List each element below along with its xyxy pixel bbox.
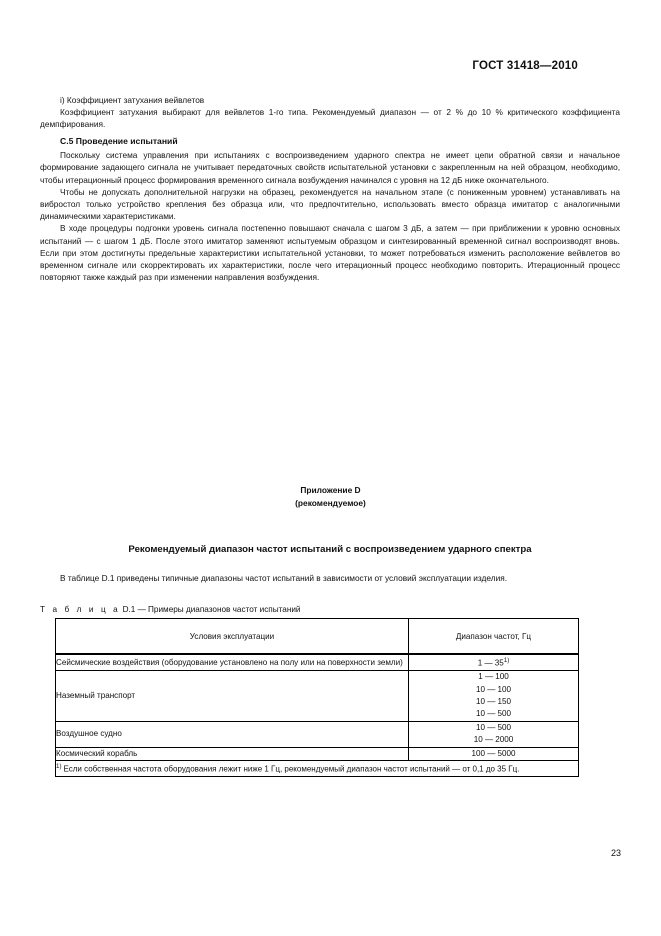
cell-condition: Воздушное судно	[56, 721, 409, 747]
cell-condition: Сейсмические воздействия (оборудование установлено на полу или на поверхности земли)	[56, 654, 409, 671]
cell-condition: Наземный транспорт	[56, 671, 409, 722]
table-body	[56, 654, 579, 777]
main-text-column	[40, 94, 620, 283]
annex-intro-paragraph: В таблице D.1 приведены типичные диапазоны частот испытаний в зависимости от условий эксплуатации изделия.	[60, 573, 507, 583]
footnote-text: Если собственная частота оборудования лежит ниже 1 Гц, рекомендуемый диапазон частот испытаний — от 0,1 до 35 Гц.	[63, 764, 520, 774]
table-caption-label: Т а б л и ц а	[40, 605, 121, 614]
section-heading-c5: C.5 Проведение испытаний	[60, 135, 178, 146]
annex-status: (рекомендуемое)	[295, 497, 366, 508]
frequency-line	[409, 655, 578, 670]
paragraph-additional-load: Чтобы не допускать дополнительной нагрузки на образец, рекомендуется на начальном этапе (с пониженным уровнем) устанавливать на вибростол только устройство крепления без образца или, что предпочтительно, использовать вместо образца имитатор с аналогичными динамическими характеристиками.	[40, 186, 620, 222]
table-row	[56, 747, 579, 760]
footnote-reference: 1)	[503, 657, 510, 664]
page-number: 23	[610, 848, 621, 858]
frequency-value: 1 — 35	[477, 658, 504, 668]
annex-name: Приложение D	[300, 485, 361, 495]
column-header-conditions: Условия эксплуатации	[56, 619, 409, 655]
table-header-row-group	[56, 619, 579, 655]
table-header-row	[56, 619, 579, 655]
cell-frequency	[409, 654, 579, 671]
cell-frequency	[409, 721, 579, 747]
frequency-line: 10 — 500	[475, 709, 512, 719]
frequency-line: 10 — 500	[475, 722, 512, 732]
cell-footnote	[56, 760, 579, 776]
table-caption	[40, 605, 301, 614]
paragraph-tuning-procedure: В ходе процедуры подгонки уровень сигнала постепенно повышают сначала с шагом 3 дБ, а затем — при приближении к уровню основных испытаний — с шагом 1 дБ. После этого имитатор заменяют испытуемым образцом и синтезированный временной сигнал воспроизводят вновь. Если при этом достигнуты предельные характеристики испытательной установки, то может потребоваться изменить расположение вейвлетов во временном сигнале или скорректировать их характеристики, после чего итерационный процесс необходимо повторить. Итерационный процесс повторяют также каждый раз при изменении направления возбуждения.	[40, 223, 620, 283]
cell-frequency	[409, 747, 579, 760]
annex-designation	[0, 484, 661, 509]
frequency-line: 10 — 100	[475, 684, 512, 694]
frequency-line: 100 — 5000	[471, 748, 516, 758]
footnote-marker: 1)	[56, 762, 62, 770]
table-caption-rest: D.1 — Примеры диапазонов частот испытаний	[120, 605, 301, 614]
frequency-line: 10 — 150	[475, 696, 512, 706]
frequency-line: 10 — 2000	[473, 735, 514, 745]
table-footnote-row	[56, 760, 579, 776]
table-row	[56, 654, 579, 671]
frequency-line: 1 — 100	[478, 672, 509, 682]
table-row	[56, 671, 579, 722]
column-header-frequency: Диапазон частот, Гц	[409, 619, 579, 655]
list-item-i: i) Коэффициент затухания вейвлетов	[60, 95, 205, 105]
paragraph-damping-coefficient: Коэффициент затухания выбирают для вейвлетов 1-го типа. Рекомендуемый диапазон — от 2 % до 10 % критического коэффициента демпфирования.	[40, 107, 620, 130]
cell-frequency	[409, 671, 579, 722]
table-row	[56, 721, 579, 747]
paragraph-control-system: Поскольку система управления при испытаниях с воспроизведением ударного спектра не имеет цепи обратной связи и начальное формирование задающего сигнала не учитывает передаточных свойств испытательной установки с закрепленным на ней образцом, необходимо, чтобы итерационный процесс формирования временного сигнала возбуждения начинался с уровня на 12 дБ ниже окончательного.	[40, 150, 620, 185]
page-header-standard-number: ГОСТ 31418—2010	[472, 60, 578, 72]
cell-condition: Космический корабль	[56, 747, 409, 760]
frequency-range-table	[55, 618, 579, 777]
annex-title: Рекомендуемый диапазон частот испытаний с воспроизведением ударного спектра	[128, 544, 532, 555]
